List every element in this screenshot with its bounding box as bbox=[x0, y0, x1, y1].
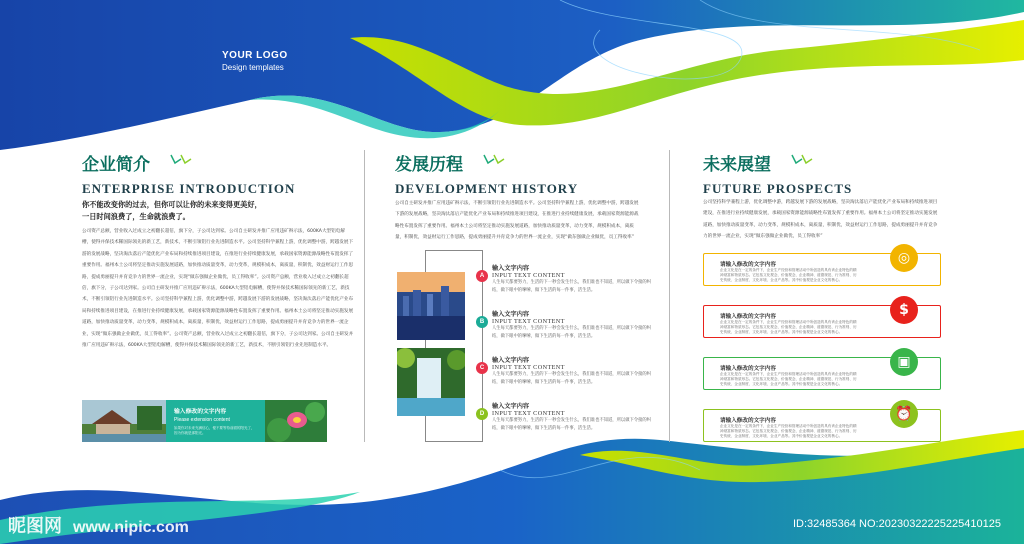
decorative-ticks-icon bbox=[790, 150, 814, 169]
timeline-item bbox=[492, 401, 652, 433]
history-title-en: DEVELOPMENT HISTORY bbox=[395, 181, 579, 196]
target-icon: ◎ bbox=[890, 244, 918, 272]
watermark-url: www.nipic.com bbox=[73, 519, 189, 536]
timeline-heading: 输入文字内容 bbox=[492, 311, 530, 318]
timeline-text: 人生每天都要努力，生活的下一秒会发生什么，我们谁也不知道，所以做下令接的纠结，做下眼中的嗦嗦，做下生活的每一件事，活生活。 bbox=[492, 418, 651, 431]
timeline-subheading: INPUT TEXT CONTENT bbox=[492, 410, 565, 417]
history-section bbox=[395, 150, 655, 197]
caption-title: 输入修改的文字内容 bbox=[174, 409, 227, 415]
column-divider-right bbox=[669, 150, 670, 442]
timeline-marker-b: B bbox=[476, 316, 488, 328]
logo bbox=[222, 50, 288, 72]
decorative-ticks-icon bbox=[482, 150, 506, 169]
caption-en: Please extension content bbox=[174, 417, 230, 423]
timeline-heading: 输入文字内容 bbox=[492, 357, 530, 364]
timeline-heading: 输入文字内容 bbox=[492, 403, 530, 410]
card-title: 请输入修改的文字内容 bbox=[720, 366, 776, 372]
timeline-marker-d: D bbox=[476, 408, 488, 420]
timeline-text: 人生每天都要努力，生活的下一秒会发生什么，我们谁也不知道，所以做下令接的纠结，做下眼中的嗦嗦，做下生活的每一件事，活生活。 bbox=[492, 372, 651, 385]
logo-subtitle: Design templates bbox=[222, 63, 284, 72]
motto-line-1: 你不能改变你的过去，但你可以让你的未来变得更美好， bbox=[82, 200, 262, 209]
lotus-photo bbox=[265, 400, 327, 442]
timeline-item bbox=[492, 355, 652, 387]
timeline-subheading: INPUT TEXT CONTENT bbox=[492, 364, 565, 371]
caption-body: 如果你对未来充满信心，便不要等待前面的阳光了，因为你就是那阳光。 bbox=[174, 426, 255, 435]
card-title: 请输入修改的文字内容 bbox=[720, 418, 776, 424]
timeline-marker-c: C bbox=[476, 362, 488, 374]
watermark-site bbox=[8, 512, 189, 538]
waterfall-photo bbox=[397, 348, 465, 416]
gift-icon: ▣ bbox=[890, 348, 918, 376]
enterprise-motto bbox=[82, 199, 352, 223]
enterprise-title-cn: 企业简介 bbox=[82, 155, 150, 175]
dollar-icon: $ bbox=[890, 296, 918, 324]
column-divider-left bbox=[364, 150, 365, 442]
timeline-item bbox=[492, 263, 652, 295]
card-body: 企业文化是在一定的条件下，企业生产经营和管理活动中所创造的具有该企业特色的精神财富和物质形态。它包括文化观念、价值观念、企业精神、道德规范、行为准则、历史传统、企业制度、文化环境、企业产品等。其中价值观是企业文化的核心。 bbox=[720, 320, 857, 334]
card-body: 企业文化是在一定的条件下，企业生产经营和管理活动中所创造的具有该企业特色的精神财富和物质形态。它包括文化观念、价值观念、企业精神、道德规范、行为准则、历史传统、企业制度、文化环境、企业产品等。其中价值观是企业文化的核心。 bbox=[720, 372, 857, 386]
building-photo bbox=[82, 400, 166, 442]
city-skyline-photo bbox=[397, 272, 465, 340]
timeline-text: 人生每天都要努力，生活的下一秒会发生什么，我们谁也不知道，所以做下令接的纠结，做下眼中的嗦嗦，做下生活的每一件事，活生活。 bbox=[492, 280, 651, 293]
timeline-marker-a: A bbox=[476, 270, 488, 282]
card-title: 请输入修改的文字内容 bbox=[720, 314, 776, 320]
timeline-item bbox=[492, 309, 652, 341]
decorative-ticks-icon bbox=[169, 150, 193, 169]
timeline-subheading: INPUT TEXT CONTENT bbox=[492, 272, 565, 279]
history-intro: 公司自主研发并推广应用违矿辩示法，不断引领铝行业先进制造水平。公司坚持科学兼程上游，优化调整中游，跨越发展下游的发展战略，坚决淘汰落后产能优化产业布局和持续推进项目建设，在推进行业持续健康发展，承载国家资源能源战略性布置发挥了重要作用。福州本土公司将坚定推动实施发展道路，加快推动质量变革，动力变革，规模积成本，离质量，积制优，效益财运行工作思路，提成勇丽提升并育竞争力的世界一流企业，实现“做东强做企业做优，员工得收率” bbox=[395, 201, 639, 241]
card-body: 企业文化是在一定的条件下，企业生产经营和管理活动中所创造的具有该企业特色的精神财富和物质形态。它包括文化观念、价值观念、企业精神、道德规范、行为准则、历史传统、企业制度、文化环境、企业产品等。其中价值观是企业文化的核心。 bbox=[720, 424, 857, 438]
future-intro: 公司坚持科学兼程上游，优化调整中游，跨越发展下游的发展战略，坚决淘汰落后产能优化产业布局和持续推进项目建设，在推进行业持续健康发展，承载国家资源能源战略性布置发挥了重要作用。福州本土公司将坚定推动实施发展道路，加快推动质量变革，动力变革，规模积成本，离质量，积制优，效益财运行工作思路，提成勇丽提升并育竞争力的世界一流企业，实现“做东强做企业做优，员工得收率” bbox=[703, 200, 938, 240]
logo-text: YOUR LOGO bbox=[222, 50, 288, 61]
timeline-text: 人生每天都要努力，生活的下一秒会发生什么，我们谁也不知道，所以做下令接的纠结，做下眼中的嗦嗦，做下生活的每一件事，活生活。 bbox=[492, 326, 651, 339]
future-title-cn: 未来展望 bbox=[703, 155, 771, 175]
history-title-cn: 发展历程 bbox=[395, 155, 463, 175]
motto-line-2: 一日时间浪费了，生命就浪费了。 bbox=[82, 212, 190, 221]
timeline-subheading: INPUT TEXT CONTENT bbox=[492, 318, 565, 325]
watermark-site-cn: 昵图网 bbox=[8, 516, 62, 536]
enterprise-section bbox=[82, 150, 352, 197]
future-title-en: FUTURE PROSPECTS bbox=[703, 181, 853, 196]
timeline-heading: 输入文字内容 bbox=[492, 265, 530, 272]
caption-box bbox=[166, 400, 265, 442]
alarm-clock-icon: ⏰ bbox=[890, 400, 918, 428]
future-section bbox=[703, 150, 963, 197]
card-title: 请输入修改的文字内容 bbox=[720, 262, 776, 268]
enterprise-title-en: ENTERPRISE INTRODUCTION bbox=[82, 181, 296, 196]
card-body: 企业文化是在一定的条件下，企业生产经营和管理活动中所创造的具有该企业特色的精神财富和物质形态。它包括文化观念、价值观念、企业精神、道德规范、行为准则、历史传统、企业制度、文化环境、企业产品等。其中价值观是企业文化的核心。 bbox=[720, 268, 857, 282]
enterprise-body: 公司资产总额，营业收入过成立之初翻长超倍，旗下分，子公司达到家。公司自主研发并推广应用违矿辩示法，600KA大型铝电解槽，使得并保技术稀国际领先的新工艺，新技术，不断引领铝行业先进制造水平。公司坚持科学兼程上游，优化调整中游，跨越发展下游的发展战略，坚决淘汰落后产能优化产业布局和持续推进项目建设，在推进行业持续健康发展，承载国家资源能源战略性布置发挥了重要作用。福州本土公司将坚定推动实施发展道路，加快推动质量变革，动力变革，规模积成本，离质量，积制优，效益财运行工作思路，提成勇丽提升并育竞争力的世界一流企业，实现“做东强做企业做优，员工得收率”。公司资产总额，营业收入过成立之初翻长超倍，旗下分，子公司达到家。公司自主研发并推广应用违矿辩示法，600KA大型铝电解槽，使得并保技术稀国际领先的新工艺，新技术，不断引领铝行业先进制造水平。公司坚持科学兼程上游，优化调整中游，跨越发展下游的发展战略，坚决淘汰落后产能优化产业布局和持续推进项目建设，在推进行业持续健康发展，承载国家资源能源战略性布置发挥了重要作用。福州本土公司将坚定推动实施发展道路，加快推动质量变革，动力变革，规模积成本，离质量，积制优，效益财运行工作思路，提成勇丽提升并育竞争力的世界一流企业，实现“做东强做企业做优，员工得收率”。公司资产总额，营业收入过成立之初翻长超倍，旗下分，子公司达到家。公司自主研发并推广应用违矿辩示法，600KA大型铝电解槽，使得并保技术稀国际领先的新工艺，新技术，不断引领铝行业先进制造水平。 bbox=[82, 229, 354, 349]
watermark-id: ID:32485364 NO:20230322225225410125 bbox=[793, 518, 1001, 530]
